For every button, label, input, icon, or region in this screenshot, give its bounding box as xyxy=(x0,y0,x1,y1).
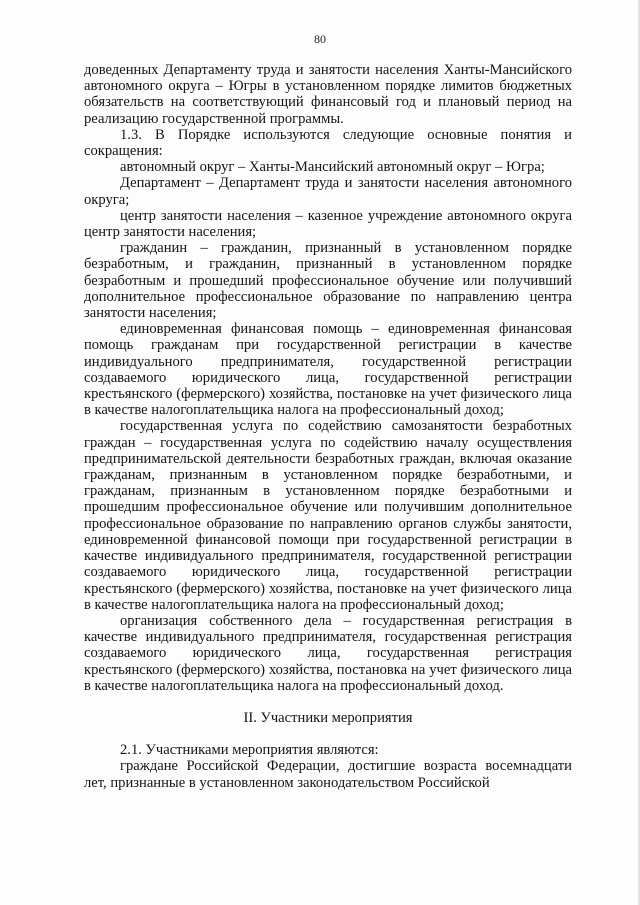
paragraph-clause-2-1: 2.1. Участниками мероприятия являются: xyxy=(120,742,379,759)
definition-own-business: организация собственного дела – государственная регистрация в качестве индивидуального предпринимателя, государственная регистрация создаваемого юридического лица, государственная регистрация крестьянского (фермерского) хозяйства, постановка на учет физического лица в качестве налогоплательщика налога на профессиональный доход. xyxy=(84,612,572,694)
definition-autonomous-okrug: автономный округ – Ханты-Мансийский автономный округ – Югра; xyxy=(120,159,545,176)
paragraph-continuation: доведенных Департаменту труда и занятости населения Ханты-Мансийского автономного округа – Югры в установленном порядке лимитов бюджетных обязательств на соответствующий финансовый год и плановый период на реализацию государственной программы. xyxy=(84,62,572,127)
definition-citizen: гражданин – гражданин, признанный в установленном порядке безработным, и гражданин, признанный в установленном порядке безработным и прошедший профессиональное обучение или получивший дополнительное профессиональное образование по направлению центра занятости населения; xyxy=(84,240,572,322)
page-number: 80 xyxy=(314,32,326,46)
paragraph-participants: граждане Российской Федерации, достигшие возраста восемнадцати лет, признанные в установленном законодательством Российской xyxy=(84,758,572,791)
definition-employment-center: центр занятости населения – казенное учреждение автономного округа центр занятости населения; xyxy=(84,207,572,241)
document-body xyxy=(84,62,572,791)
definition-state-service: государственная услуга по содействию самозанятости безработных граждан – государственная услуга по содействию началу осуществления предпринимательской деятельности безработных граждан, включая оказание гражданам, признанным в установленном порядке безработными, и гражданам, признанным в установленном порядке безработными и прошедшим профессиональное обучение или получившим дополнительное профессиональное образование по направлению органов службы занятости, единовременной финансовой помощи при государственной регистрации в качестве индивидуального предпринимателя, государственной регистрации создаваемого юридического лица, государственной регистрации крестьянского (фермерского) хозяйства, постановке на учет физического лица в качестве налогоплательщика налога на профессиональный доход; xyxy=(84,418,572,613)
definition-one-time-financial-aid: единовременная финансовая помощь – единовременная финансовая помощь гражданам при государственной регистрации в качестве индивидуального предпринимателя, государственной регистрации создаваемого юридического лица, государственной регистрации крестьянского (фермерского) хозяйства, постановке на учет физического лица в качестве налогоплательщика налога на профессиональный доход; xyxy=(84,321,572,419)
definition-department: Департамент – Департамент труда и занятости населения автономного округа; xyxy=(84,175,572,208)
section-heading: II. Участники мероприятия xyxy=(243,709,413,726)
paragraph-clause-1-3: 1.3. В Порядке используются следующие основные понятия и сокращения: xyxy=(84,126,572,160)
